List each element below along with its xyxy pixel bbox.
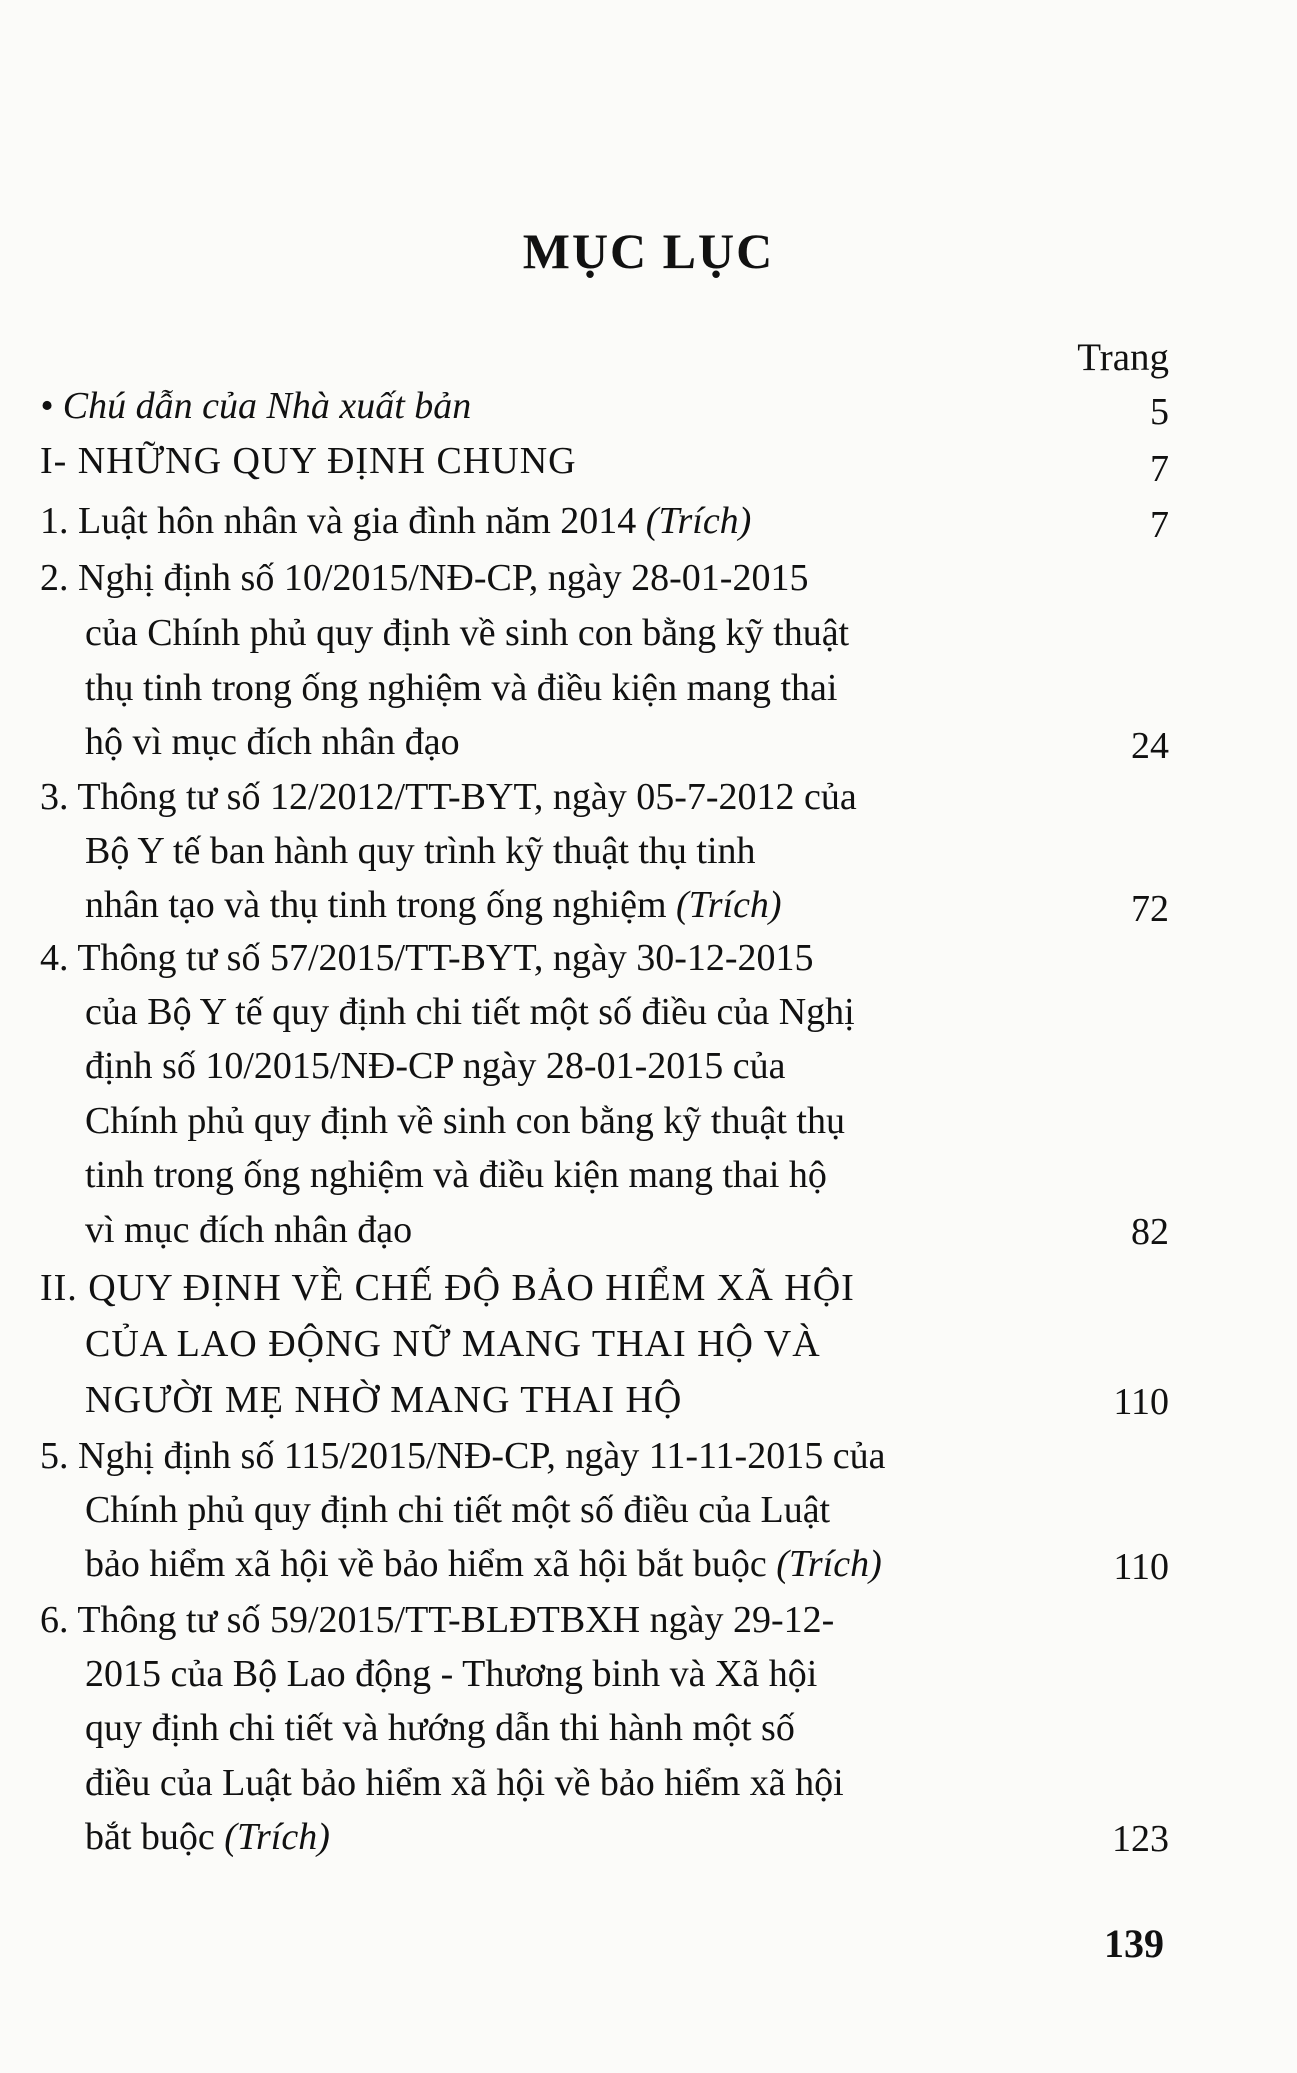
toc-page-number: 24 — [1131, 725, 1169, 767]
toc-page-number: 110 — [1113, 1546, 1169, 1588]
toc-entry-line: của Chính phủ quy định về sinh con bằng kỹ thuật — [85, 612, 850, 654]
toc-entry-line: vì mục đích nhân đạo — [85, 1209, 413, 1251]
toc-page-number: 7 — [1150, 448, 1169, 490]
toc-entry-line: 2015 của Bộ Lao động - Thương binh và Xã hội — [85, 1653, 818, 1695]
toc-entry-line: định số 10/2015/NĐ-CP ngày 28-01-2015 của — [85, 1045, 786, 1087]
toc-page-number: 82 — [1131, 1211, 1169, 1253]
page-folio-number: 139 — [1104, 1921, 1164, 1966]
page-title: MỤC LỤC — [522, 223, 775, 279]
toc-entry-line: 1. Luật hôn nhân và gia đình năm 2014 (Trích) — [40, 500, 752, 542]
toc-section-line: II. QUY ĐỊNH VỀ CHẾ ĐỘ BẢO HIỂM XÃ HỘI — [40, 1267, 855, 1309]
toc-section-line: NGƯỜI MẸ NHỜ MANG THAI HỘ — [85, 1379, 683, 1421]
toc-entry-line: bảo hiểm xã hội về bảo hiểm xã hội bắt buộc (Trích) — [85, 1543, 882, 1585]
toc-entry-line: 2. Nghị định số 10/2015/NĐ-CP, ngày 28-01-2015 — [40, 557, 809, 599]
toc-page-number: 7 — [1150, 504, 1169, 546]
toc-entry-line: điều của Luật bảo hiểm xã hội về bảo hiểm xã hội — [85, 1762, 844, 1804]
toc-entry-line: thụ tinh trong ống nghiệm và điều kiện mang thai — [85, 667, 838, 709]
toc-entry-line: tinh trong ống nghiệm và điều kiện mang thai hộ — [85, 1154, 827, 1196]
toc-entry-line: 3. Thông tư số 12/2012/TT-BYT, ngày 05-7-2012 của — [40, 776, 857, 818]
toc-entry-line: hộ vì mục đích nhân đạo — [85, 721, 460, 763]
toc-entry-line: 4. Thông tư số 57/2015/TT-BYT, ngày 30-12-2015 — [40, 937, 814, 979]
page-column-header: Trang — [1077, 336, 1169, 379]
toc-section-line: CỦA LAO ĐỘNG NỮ MANG THAI HỘ VÀ — [85, 1323, 821, 1365]
toc-entry-line: quy định chi tiết và hướng dẫn thi hành một số — [85, 1707, 795, 1749]
toc-entry-line: nhân tạo và thụ tinh trong ống nghiệm (Trích) — [85, 884, 782, 926]
toc-entry-line: 5. Nghị định số 115/2015/NĐ-CP, ngày 11-11-2015 của — [40, 1435, 886, 1477]
toc-page-number: 110 — [1113, 1381, 1169, 1423]
toc-entry-line: Chính phủ quy định chi tiết một số điều của Luật — [85, 1489, 831, 1531]
toc-entry-line: • Chú dẫn của Nhà xuất bản — [40, 385, 472, 427]
toc-entry-line: bắt buộc (Trích) — [85, 1816, 330, 1858]
toc-entry-line: 6. Thông tư số 59/2015/TT-BLĐTBXH ngày 29-12- — [40, 1599, 835, 1641]
toc-entry-line: Chính phủ quy định về sinh con bằng kỹ thuật thụ — [85, 1100, 845, 1142]
toc-entry-line: của Bộ Y tế quy định chi tiết một số điều của Nghị — [85, 991, 855, 1033]
toc-page-number: 123 — [1112, 1818, 1169, 1860]
toc-page-number: 5 — [1150, 391, 1169, 433]
toc-section-line: I- NHỮNG QUY ĐỊNH CHUNG — [40, 440, 577, 482]
toc-entry-line: Bộ Y tế ban hành quy trình kỹ thuật thụ tinh — [85, 830, 756, 872]
toc-page-number: 72 — [1131, 888, 1169, 930]
